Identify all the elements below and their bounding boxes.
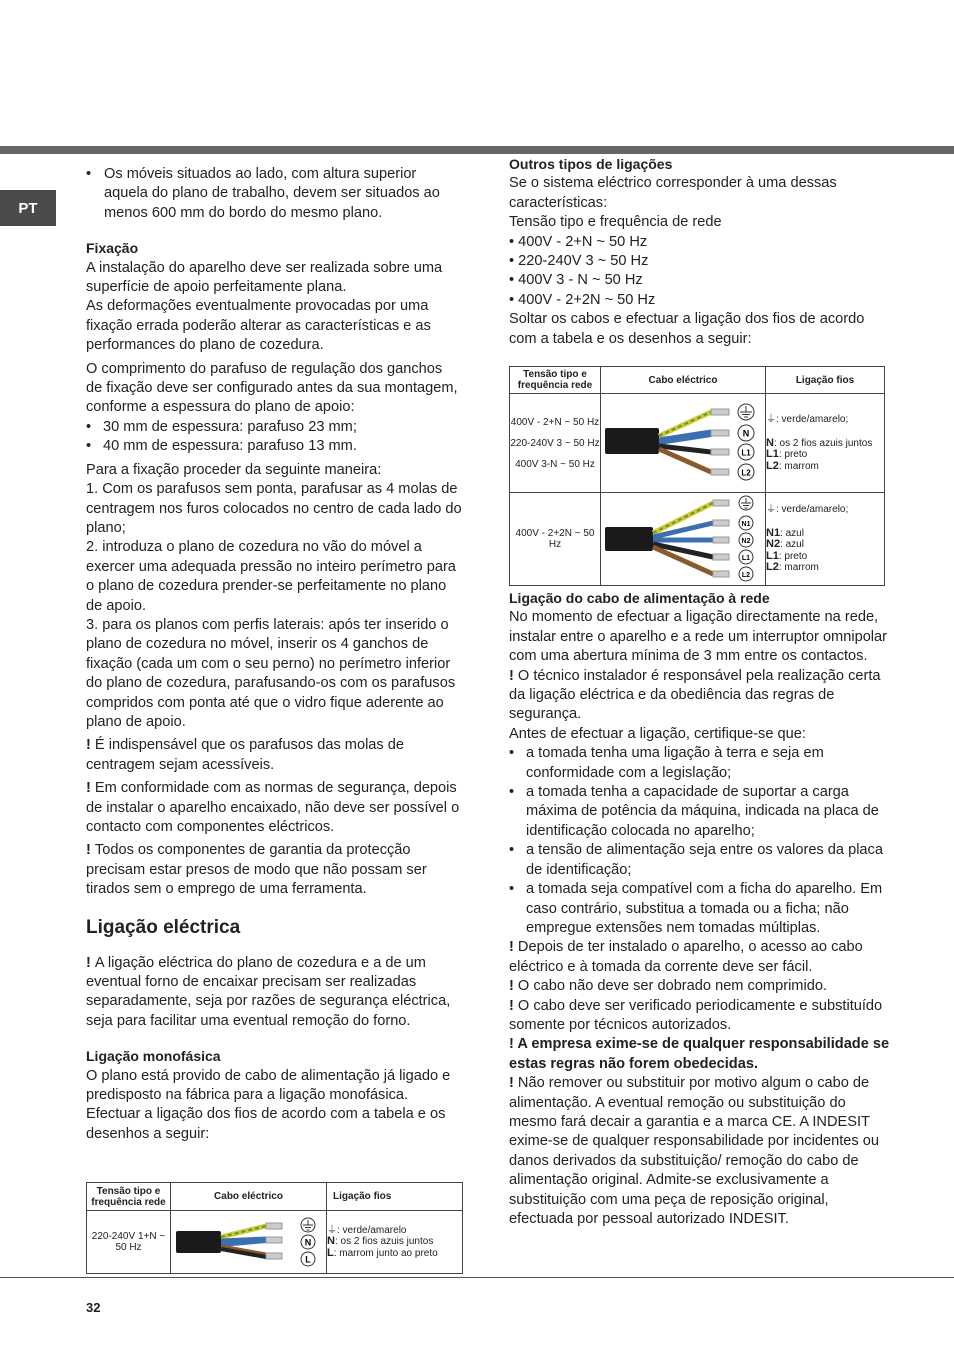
cable-drawing	[601, 493, 765, 583]
voltage-item: • 220-240V 3 ~ 50 Hz	[509, 253, 649, 270]
paragraph: No momento de efectuar a ligação directamente na rede, instalar entre o aparelho e a rede um interruptor omnipolar com uma abertura mínima de 3 mm entre os contactos.	[509, 609, 888, 665]
warning: ! Não remover ou substituir por motivo algum o cabo de alimentação. A eventual remoção ou substituição do mesmo fará decair a garantia e a marca CE. A INDESIT exime-se de qualquer responsabilidade por incidentes ou danos derivados da substituição/ remoção do cabo de alimentação original. Admite-se exclusivamente a substituição com uma peça de reposição original, efectuada por pessoal autorizado INDESIT.	[509, 1075, 879, 1227]
svg-text:L1: L1	[741, 448, 751, 458]
section-title: Ligação eléctrica	[86, 916, 241, 938]
voltage-item: • 400V 3 - N ~ 50 Hz	[509, 272, 643, 289]
mono-wiring-table	[86, 1182, 463, 1274]
fixacao-heading: Fixação	[86, 240, 139, 257]
svg-text:L: L	[305, 1254, 311, 1265]
wiring-legend: ⏚: verde/amarelo; N: os 2 fios azuis juntos L1: preto L2: marrom	[766, 394, 885, 493]
ground-icon: ⏚	[766, 414, 776, 425]
bullet-item: • a tensão de alimentação seja entre os valores da placa de identificação;	[509, 842, 883, 878]
outros-heading: Outros tipos de ligações	[509, 156, 673, 172]
warning: ! Todos os componentes de garantia da protecção precisam estar presos de modo que não possam ser tirados sem o emprego de uma ferramenta.	[86, 842, 427, 898]
right-column-top	[509, 155, 893, 349]
warning: ! O técnico instalador é responsável pela realização certa da ligação eléctrica e da obediência das regras de segurança.	[509, 667, 881, 723]
warning: ! Depois de ter instalado o aparelho, o acesso ao cabo eléctrico e à tomada da corrente deve ser fácil.	[509, 939, 863, 975]
paragraph: Soltar os cabos e efectuar a ligação dos fios de acordo com a tabela e os desenhos a seguir:	[509, 311, 865, 347]
table-header: Tensão tipo e frequência rede	[87, 1183, 171, 1211]
cabo-heading: Ligação do cabo de alimentação à rede	[509, 590, 770, 606]
warning: ! É indispensável que os parafusos das molas de centragem sejam acessíveis.	[86, 737, 405, 773]
step: 3. para os planos com perfis laterais: após ter inserido o plano de cozedura no móvel, inserir os 4 ganchos de fixação (cada um com o seu perno) no perímetro inferior do plano de cozedura, parafusando-os com os parafusos compridos com ponta até que o vidro fique aderente ao plano de apoio.	[86, 616, 456, 730]
warning: ! A ligação eléctrica do plano de cozedura e a de um eventual forno de encaixar precisam ser realizadas separadamente, seja por razões de segurança eléctrica, seja para facilitar uma eventual remoção do forno.	[86, 954, 451, 1029]
ground-icon: ⏚	[766, 504, 776, 516]
bullet-item: • Os móveis situados ao lado, com altura superior aquela do plano de trabalho, devem ser situados ao menos 600 mm do bordo do mesmo plano.	[86, 165, 462, 223]
step: 2. introduza o plano de cozedura no vão do móvel a exercer uma adequada pressão no inteiro perímetro para o plano de cozedura prender-se perfeitamente no plano de apoio.	[86, 539, 456, 614]
svg-text:L2: L2	[741, 468, 751, 478]
table-header: Cabo eléctrico	[601, 367, 766, 394]
mono-heading: Ligação monofásica	[86, 1048, 221, 1065]
bullet-item: • 40 mm de espessura: parafuso 13 mm.	[86, 437, 462, 456]
svg-text:N: N	[304, 1237, 312, 1248]
paragraph: A instalação do aparelho deve ser realizada sobre uma superfície de apoio perfeitamente plana.	[86, 259, 443, 296]
page-number: 32	[86, 1300, 101, 1315]
bullet-item: • a tomada seja compatível com a ficha do aparelho. Em caso contrário, substitua a tomada ou a ficha; não empregue extensões nem tomadas múltiplas.	[509, 881, 883, 936]
wiring-legend: ⏚: verde/amarelo; N1: azul N2: azul L1: preto L2: marrom	[766, 493, 885, 586]
top-rule	[0, 146, 954, 154]
cable-diagram	[171, 1211, 327, 1274]
paragraph: Tensão tipo e frequência de rede	[509, 214, 722, 231]
voltage-item: • 400V - 2+2N ~ 50 Hz	[509, 291, 656, 308]
warning-bold: ! A empresa exime-se de qualquer responsabilidade se estas regras não forem obedecidas.	[509, 1036, 890, 1072]
bottom-rule	[0, 1277, 954, 1278]
cable-diagram	[601, 493, 766, 586]
bullet-text: 30 mm de espessura: parafuso 23 mm;	[103, 418, 357, 435]
voltage-cell: 220-240V 1+N ~ 50 Hz	[87, 1211, 171, 1274]
paragraph: As deformações eventualmente provocadas por uma fixação errada poderão alterar as características e as performances do plano de cozedura.	[86, 298, 431, 354]
table-header: Cabo eléctrico	[171, 1183, 327, 1211]
voltage-item: • 400V - 2+N ~ 50 Hz	[509, 233, 648, 250]
paragraph: Antes de efectuar a ligação, certifique-se que:	[509, 725, 806, 742]
multi-wiring-table	[509, 366, 885, 586]
voltage-cell: 400V - 2+2N ~ 50 Hz	[510, 493, 601, 586]
cable-drawing	[171, 1211, 326, 1271]
bullet-text: Os móveis situados ao lado, com altura superior aquela do plano de trabalho, devem ser situados ao menos 600 mm do bordo do mesmo plano.	[104, 166, 440, 221]
paragraph: Se o sistema eléctrico corresponder à uma dessas características:	[509, 175, 837, 211]
paragraph: O comprimento do parafuso de regulação dos ganchos de fixação deve ser configurado antes da sua montagem, conforme a espessura do plano de apoio:	[86, 360, 458, 416]
language-tab: PT	[0, 190, 56, 226]
bullet-item: • 30 mm de espessura: parafuso 23 mm;	[86, 418, 462, 437]
warning: ! O cabo deve ser verificado periodicamente e substituído somente por técnicos autorizados.	[509, 997, 883, 1033]
cable-diagram	[601, 394, 766, 493]
svg-text:N2: N2	[741, 538, 751, 545]
voltage-cell: 400V - 2+N ~ 50 Hz 220-240V 3 ~ 50 Hz 400V 3-N ~ 50 Hz	[510, 394, 601, 493]
bullet-text: 40 mm de espessura: parafuso 13 mm.	[103, 438, 357, 455]
svg-text:N: N	[742, 428, 750, 439]
warning: ! O cabo não deve ser dobrado nem comprimido.	[509, 978, 827, 995]
bullet-item: • a tomada tenha a capacidade de suportar a carga máxima de potência da máquina, indicada na placa de identificação colocada no aparelho;	[509, 784, 879, 839]
table-header: Tensão tipo e frequência rede	[510, 367, 601, 394]
wiring-legend: ⏚: verde/amarelo N: os 2 fios azuis juntos L: marrom junto ao preto	[327, 1211, 463, 1274]
right-column-bottom	[509, 589, 893, 1229]
table-header: Ligação fios	[766, 367, 885, 394]
warning: ! Em conformidade com as normas de segurança, depois de instalar o aparelho encaixado, não deve ser possível o contacto com componentes eléctricos.	[86, 780, 460, 835]
table-header: Ligação fios	[327, 1183, 463, 1211]
bullet-item: • a tomada tenha uma ligação à terra e seja em conformidade com a legislação;	[509, 745, 824, 781]
paragraph: Para a fixação proceder da seguinte maneira:	[86, 461, 382, 478]
cable-drawing	[601, 394, 765, 490]
step: 1. Com os parafusos sem ponta, parafusar as 4 molas de centragem nos furos colocados no centro de cada lado do plano;	[86, 481, 462, 536]
svg-text:L2: L2	[741, 572, 751, 579]
svg-text:N1: N1	[741, 521, 751, 528]
paragraph: O plano está provido de cabo de alimentação já ligado e predisposto na fábrica para a ligação monofásica. Efectuar a ligação dos fios de acordo com a tabela e os desenhos a seguir:	[86, 1067, 451, 1142]
svg-text:L1: L1	[741, 555, 751, 562]
left-column	[86, 165, 462, 1144]
ground-icon: ⏚	[327, 1224, 337, 1236]
